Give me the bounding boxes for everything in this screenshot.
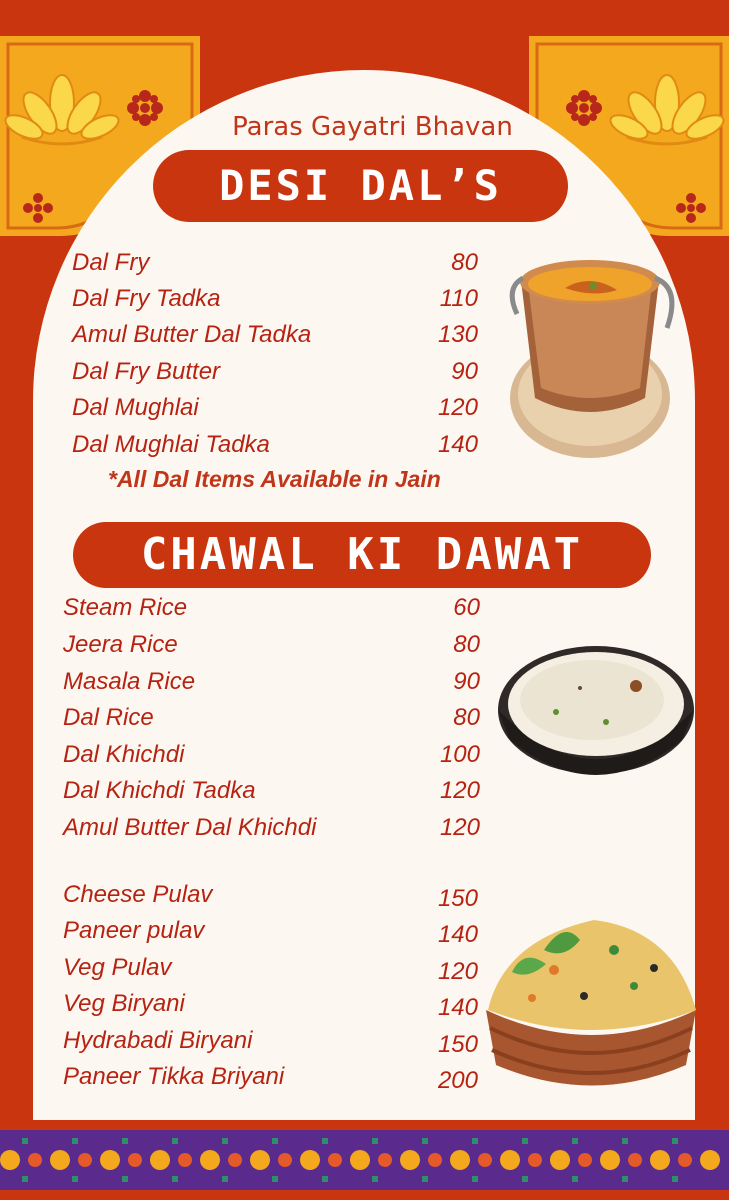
item-price: 120 (439, 814, 480, 841)
biryani-pot-image (484, 910, 699, 1100)
item-price: 140 (437, 431, 478, 458)
item-name: Veg Biryani (63, 990, 185, 1017)
item-name: Dal Rice (63, 704, 154, 731)
jain-availability-note: *All Dal Items Available in Jain (108, 466, 441, 492)
item-name: Dal Fry Butter (72, 358, 221, 385)
item-name: Amul Butter Dal Tadka (72, 321, 312, 348)
menu-item (72, 282, 482, 316)
menu-item (63, 738, 483, 772)
item-price: 60 (453, 594, 480, 621)
rice-section-title: CHAWAL KI DAWAT (73, 522, 651, 588)
dal-section-title: DESI DAL’S (153, 150, 568, 222)
menu-item (63, 701, 483, 735)
item-name: Paneer Tikka Briyani (63, 1063, 285, 1090)
rice-bowl-image (496, 640, 696, 792)
menu-item (72, 318, 482, 352)
menu-item (63, 591, 483, 625)
item-price: 140 (437, 994, 478, 1021)
menu-item (63, 774, 483, 808)
menu-item (72, 355, 482, 389)
item-name: Amul Butter Dal Khichdi (63, 814, 317, 841)
item-price: 120 (437, 394, 478, 421)
item-price: 130 (437, 321, 478, 348)
item-name: Dal Mughlai Tadka (72, 431, 270, 458)
item-price: 140 (437, 921, 478, 948)
item-price: 120 (439, 777, 480, 804)
item-name: Cheese Pulav (63, 881, 213, 908)
item-name: Dal Khichdi (63, 741, 185, 768)
item-price: 80 (453, 704, 480, 731)
menu-item (63, 628, 483, 662)
menu-item (63, 987, 483, 1021)
item-price: 200 (437, 1067, 478, 1094)
item-price: 90 (453, 668, 480, 695)
item-price: 90 (451, 358, 478, 385)
item-price: 150 (437, 885, 478, 912)
item-price: 100 (439, 741, 480, 768)
decorative-footer-border (0, 1120, 729, 1200)
item-name: Dal Mughlai (72, 394, 199, 421)
item-price: 110 (439, 285, 478, 312)
menu-item (63, 665, 483, 699)
restaurant-name: Paras Gayatri Bhavan (232, 112, 513, 142)
item-name: Dal Fry (72, 249, 150, 276)
item-name: Dal Khichdi Tadka (63, 777, 256, 804)
menu-item (63, 1024, 483, 1058)
item-name: Dal Fry Tadka (72, 285, 221, 312)
dal-bowl-image (505, 248, 685, 463)
menu-item (72, 391, 482, 425)
menu-item (63, 878, 483, 912)
item-price: 120 (437, 958, 478, 985)
menu-item (63, 1060, 483, 1094)
item-name: Masala Rice (63, 668, 196, 695)
item-name: Paneer pulav (63, 917, 205, 944)
menu-item (63, 914, 483, 948)
item-name: Veg Pulav (63, 954, 172, 981)
item-name: Jeera Rice (63, 631, 178, 658)
item-name: Hydrabadi Biryani (63, 1027, 253, 1054)
item-name: Steam Rice (63, 594, 188, 621)
menu-item (63, 951, 483, 985)
item-price: 150 (437, 1031, 478, 1058)
menu-item (72, 246, 482, 280)
menu-item (63, 811, 483, 845)
menu-item (72, 428, 482, 462)
item-price: 80 (451, 249, 478, 276)
item-price: 80 (453, 631, 480, 658)
